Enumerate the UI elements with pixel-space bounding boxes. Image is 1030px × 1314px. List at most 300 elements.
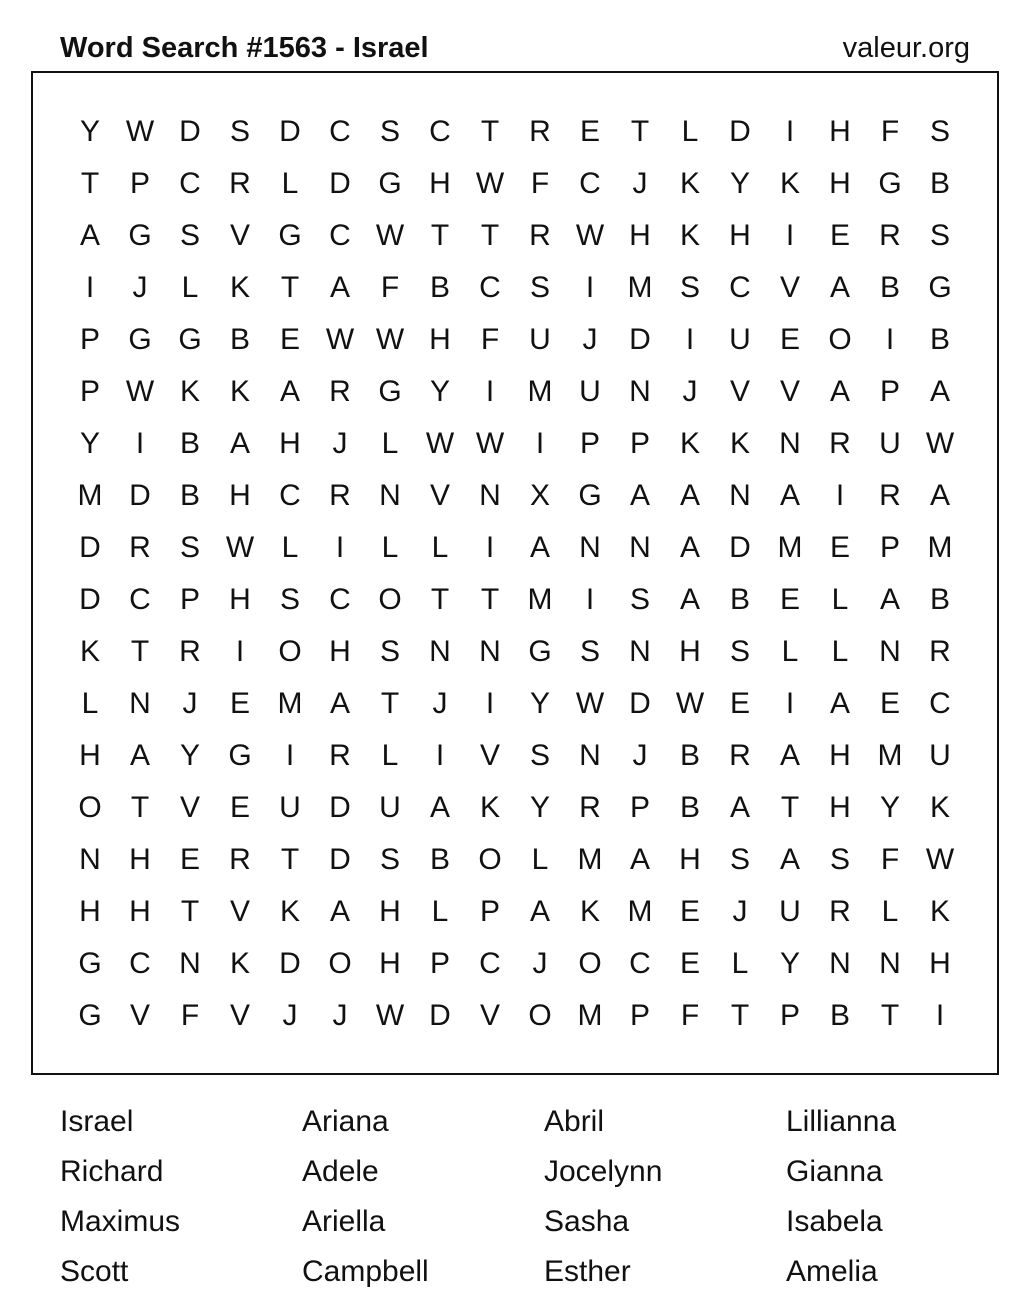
grid-letter: P [179, 583, 200, 616]
grid-letter: J [632, 739, 648, 772]
grid-letter: T [480, 583, 500, 616]
grid-letter: T [430, 583, 450, 616]
grid-letter: H [829, 791, 851, 824]
grid-letter: W [125, 375, 155, 408]
grid-letter: R [879, 219, 901, 252]
grid-letter: L [381, 531, 399, 564]
grid-letter: I [85, 271, 95, 304]
grid-letter: K [679, 219, 700, 252]
grid-letter: B [929, 583, 950, 616]
grid-letter: F [180, 999, 200, 1032]
grid-letter: T [180, 895, 200, 928]
grid-letter: W [375, 999, 405, 1032]
grid-letter: R [229, 167, 251, 200]
grid-letter: S [829, 843, 850, 876]
grid-letter: D [729, 531, 751, 564]
grid-letter: D [79, 583, 101, 616]
grid-letter: K [779, 167, 800, 200]
grid-letter: L [281, 531, 299, 564]
grid-letter: N [629, 531, 651, 564]
grid-letter: K [229, 271, 250, 304]
grid-letter: J [132, 271, 148, 304]
grid-letter: K [729, 427, 750, 460]
grid-letter: E [579, 115, 600, 148]
grid-letter: G [378, 375, 402, 408]
grid-letter: I [535, 427, 545, 460]
grid-letter: L [381, 427, 399, 460]
grid-letter: A [629, 479, 650, 512]
grid-letter: M [277, 687, 303, 720]
grid-letter: S [729, 843, 750, 876]
grid-letter: N [79, 843, 101, 876]
grid-letter: N [779, 427, 801, 460]
grid-letter: B [229, 323, 250, 356]
grid-letter: A [829, 271, 850, 304]
grid-letter: C [279, 479, 301, 512]
grid-letter: A [329, 271, 350, 304]
grid-letter: D [329, 791, 351, 824]
grid-letter: G [378, 167, 402, 200]
grid-letter: T [730, 999, 750, 1032]
grid-letter: J [532, 947, 548, 980]
letter-grid [65, 106, 965, 1042]
grid-letter: I [585, 583, 595, 616]
grid-letter: O [378, 583, 402, 616]
grid-letter: B [179, 427, 200, 460]
grid-letter: P [629, 427, 650, 460]
grid-letter: A [729, 791, 750, 824]
grid-letter: S [279, 583, 300, 616]
grid-letter: L [831, 583, 849, 616]
grid-letter: O [528, 999, 552, 1032]
grid-letter: K [229, 375, 250, 408]
grid-letter: J [332, 427, 348, 460]
grid-letter: N [579, 739, 601, 772]
word-list-item: Isabela [786, 1205, 883, 1238]
grid-letter: W [225, 531, 255, 564]
grid-letter: O [578, 947, 602, 980]
grid-letter: S [379, 635, 400, 668]
grid-letter: O [78, 791, 102, 824]
grid-letter: T [80, 167, 100, 200]
grid-letter: M [77, 479, 103, 512]
grid-letter: E [829, 531, 850, 564]
grid-letter: D [629, 687, 651, 720]
grid-letter: M [877, 739, 903, 772]
grid-letter: L [81, 687, 99, 720]
word-list-item: Scott [60, 1255, 129, 1288]
grid-letter: M [927, 531, 953, 564]
grid-letter: O [828, 323, 852, 356]
grid-letter: U [579, 375, 601, 408]
grid-letter: W [475, 427, 505, 460]
grid-letter: R [529, 115, 551, 148]
grid-letter: M [527, 375, 553, 408]
grid-letter: W [425, 427, 455, 460]
grid-letter: C [579, 167, 601, 200]
grid-letter: A [129, 739, 150, 772]
grid-letter: Y [429, 375, 450, 408]
grid-letter: D [129, 479, 151, 512]
grid-letter: I [235, 635, 245, 668]
grid-letter: G [78, 947, 102, 980]
grid-letter: T [630, 115, 650, 148]
grid-letter: J [682, 375, 698, 408]
word-list-item: Richard [60, 1155, 164, 1188]
grid-letter: S [929, 219, 950, 252]
word-list-item: Adele [302, 1155, 379, 1188]
grid-letter: W [925, 427, 955, 460]
grid-letter: N [879, 635, 901, 668]
grid-letter: G [78, 999, 102, 1032]
grid-letter: H [679, 843, 701, 876]
grid-letter: I [935, 999, 945, 1032]
grid-letter: L [281, 167, 299, 200]
grid-letter: M [777, 531, 803, 564]
grid-letter: T [380, 687, 400, 720]
grid-letter: A [929, 375, 950, 408]
grid-letter: N [579, 531, 601, 564]
grid-letter: F [380, 271, 400, 304]
word-list-item: Gianna [786, 1155, 883, 1188]
grid-letter: A [829, 687, 850, 720]
grid-letter: V [479, 999, 500, 1032]
grid-letter: C [929, 687, 951, 720]
word-list-item: Maximus [60, 1205, 181, 1238]
grid-letter: C [129, 583, 151, 616]
grid-letter: O [328, 947, 352, 980]
grid-letter: S [379, 115, 400, 148]
grid-letter: I [335, 531, 345, 564]
grid-letter: E [779, 583, 800, 616]
word-list-item: Ariella [302, 1205, 386, 1238]
grid-letter: T [430, 219, 450, 252]
grid-letter: M [627, 895, 653, 928]
grid-letter: R [929, 635, 951, 668]
grid-letter: K [79, 635, 100, 668]
grid-letter: Y [179, 739, 200, 772]
grid-letter: N [879, 947, 901, 980]
grid-letter: E [279, 323, 300, 356]
grid-letter: I [435, 739, 445, 772]
grid-letter: L [381, 739, 399, 772]
puzzle-title: Word Search #1563 - Israel [60, 32, 429, 64]
grid-letter: A [329, 895, 350, 928]
grid-letter: P [579, 427, 600, 460]
grid-letter: R [829, 895, 851, 928]
grid-letter: X [529, 479, 550, 512]
grid-letter: V [729, 375, 750, 408]
grid-letter: S [679, 271, 700, 304]
grid-letter: I [135, 427, 145, 460]
grid-letter: U [379, 791, 401, 824]
grid-letter: H [379, 947, 401, 980]
grid-letter: B [929, 323, 950, 356]
grid-letter: F [480, 323, 500, 356]
grid-letter: N [479, 635, 501, 668]
grid-letter: S [529, 271, 550, 304]
grid-letter: H [129, 895, 151, 928]
grid-letter: A [529, 531, 550, 564]
grid-letter: H [79, 739, 101, 772]
grid-letter: N [429, 635, 451, 668]
grid-letter: T [280, 843, 300, 876]
grid-letter: N [479, 479, 501, 512]
grid-letter: E [779, 323, 800, 356]
grid-letter: A [679, 531, 700, 564]
grid-letter: H [429, 323, 451, 356]
grid-letter: N [829, 947, 851, 980]
grid-letter: L [781, 635, 799, 668]
grid-letter: P [879, 375, 900, 408]
grid-letter: K [479, 791, 500, 824]
grid-letter: J [282, 999, 298, 1032]
grid-letter: H [229, 479, 251, 512]
grid-letter: P [779, 999, 800, 1032]
grid-letter: U [929, 739, 951, 772]
grid-letter: K [929, 791, 950, 824]
grid-letter: V [229, 895, 250, 928]
grid-letter: E [179, 843, 200, 876]
grid-letter: R [729, 739, 751, 772]
grid-letter: B [829, 999, 850, 1032]
word-list-item: Sasha [544, 1205, 630, 1238]
grid-letter: A [779, 739, 800, 772]
grid-letter: E [229, 791, 250, 824]
grid-letter: F [680, 999, 700, 1032]
grid-letter: R [329, 739, 351, 772]
grid-letter: K [179, 375, 200, 408]
grid-letter: K [579, 895, 600, 928]
grid-letter: J [732, 895, 748, 928]
grid-letter: K [679, 167, 700, 200]
grid-letter: H [829, 739, 851, 772]
grid-letter: H [929, 947, 951, 980]
grid-letter: W [925, 843, 955, 876]
grid-letter: B [429, 271, 450, 304]
grid-letter: S [529, 739, 550, 772]
grid-letter: P [79, 323, 100, 356]
grid-letter: F [880, 115, 900, 148]
grid-letter: R [879, 479, 901, 512]
grid-letter: I [885, 323, 895, 356]
grid-letter: E [679, 947, 700, 980]
grid-letter: Y [79, 115, 100, 148]
grid-letter: H [829, 167, 851, 200]
grid-letter: B [879, 271, 900, 304]
letter-grid-frame [31, 71, 999, 1075]
grid-letter: J [632, 167, 648, 200]
grid-letter: G [878, 167, 902, 200]
grid-letter: W [575, 687, 605, 720]
grid-letter: T [480, 219, 500, 252]
grid-letter: P [129, 167, 150, 200]
grid-letter: K [279, 895, 300, 928]
grid-letter: A [779, 479, 800, 512]
grid-letter: L [431, 895, 449, 928]
grid-letter: S [629, 583, 650, 616]
grid-letter: V [129, 999, 150, 1032]
grid-letter: R [329, 375, 351, 408]
grid-letter: T [130, 635, 150, 668]
grid-letter: S [179, 531, 200, 564]
grid-letter: D [329, 843, 351, 876]
grid-letter: G [278, 219, 302, 252]
grid-letter: U [529, 323, 551, 356]
grid-letter: A [279, 375, 300, 408]
grid-letter: T [780, 791, 800, 824]
grid-letter: C [629, 947, 651, 980]
grid-letter: S [929, 115, 950, 148]
grid-letter: Y [879, 791, 900, 824]
grid-letter: A [779, 843, 800, 876]
grid-letter: S [729, 635, 750, 668]
grid-letter: R [229, 843, 251, 876]
grid-letter: P [79, 375, 100, 408]
grid-letter: N [629, 375, 651, 408]
grid-letter: J [332, 999, 348, 1032]
grid-letter: C [729, 271, 751, 304]
word-list-item: Campbell [302, 1255, 429, 1288]
grid-letter: B [929, 167, 950, 200]
grid-letter: I [585, 271, 595, 304]
grid-letter: B [729, 583, 750, 616]
grid-letter: A [879, 583, 900, 616]
grid-letter: H [629, 219, 651, 252]
grid-letter: N [379, 479, 401, 512]
grid-letter: W [325, 323, 355, 356]
grid-letter: C [329, 583, 351, 616]
grid-letter: I [685, 323, 695, 356]
grid-letter: N [629, 635, 651, 668]
word-list-item: Israel [60, 1105, 134, 1138]
header [60, 28, 970, 68]
grid-letter: P [629, 999, 650, 1032]
grid-letter: B [179, 479, 200, 512]
grid-letter: H [679, 635, 701, 668]
grid-letter: R [829, 427, 851, 460]
word-list-item: Ariana [302, 1105, 389, 1138]
grid-letter: E [229, 687, 250, 720]
grid-letter: E [679, 895, 700, 928]
grid-letter: L [681, 115, 699, 148]
grid-letter: C [129, 947, 151, 980]
grid-letter: N [729, 479, 751, 512]
grid-letter: V [479, 739, 500, 772]
grid-letter: V [779, 375, 800, 408]
grid-letter: G [578, 479, 602, 512]
grid-letter: G [178, 323, 202, 356]
grid-letter: T [130, 791, 150, 824]
grid-letter: H [329, 635, 351, 668]
grid-letter: S [579, 635, 600, 668]
grid-letter: Y [529, 791, 550, 824]
grid-letter: M [577, 999, 603, 1032]
grid-letter: W [375, 323, 405, 356]
grid-letter: I [785, 219, 795, 252]
grid-letter: D [179, 115, 201, 148]
grid-letter: S [379, 843, 400, 876]
grid-letter: J [582, 323, 598, 356]
grid-letter: D [79, 531, 101, 564]
grid-letter: H [729, 219, 751, 252]
grid-letter: V [229, 219, 250, 252]
grid-letter: F [530, 167, 550, 200]
grid-letter: G [128, 323, 152, 356]
grid-letter: L [431, 531, 449, 564]
grid-letter: I [785, 115, 795, 148]
grid-letter: W [475, 167, 505, 200]
grid-letter: R [579, 791, 601, 824]
word-list [60, 1097, 1030, 1297]
grid-letter: N [179, 947, 201, 980]
grid-letter: L [881, 895, 899, 928]
grid-letter: M [627, 271, 653, 304]
grid-letter: S [179, 219, 200, 252]
grid-letter: E [879, 687, 900, 720]
grid-letter: L [731, 947, 749, 980]
grid-letter: H [429, 167, 451, 200]
grid-letter: P [479, 895, 500, 928]
grid-letter: T [280, 271, 300, 304]
grid-letter: A [329, 687, 350, 720]
grid-letter: E [729, 687, 750, 720]
grid-letter: Y [779, 947, 800, 980]
grid-letter: O [478, 843, 502, 876]
grid-letter: U [779, 895, 801, 928]
grid-letter: I [785, 687, 795, 720]
grid-letter: G [928, 271, 952, 304]
grid-letter: A [679, 583, 700, 616]
grid-letter: L [831, 635, 849, 668]
grid-letter: A [929, 479, 950, 512]
grid-letter: I [485, 375, 495, 408]
grid-letter: P [429, 947, 450, 980]
grid-letter: H [379, 895, 401, 928]
grid-letter: H [829, 115, 851, 148]
grid-letter: W [675, 687, 705, 720]
grid-letter: H [79, 895, 101, 928]
grid-letter: V [779, 271, 800, 304]
grid-letter: A [629, 843, 650, 876]
grid-letter: D [329, 167, 351, 200]
grid-letter: R [129, 531, 151, 564]
grid-letter: M [577, 843, 603, 876]
grid-letter: Y [79, 427, 100, 460]
grid-letter: D [729, 115, 751, 148]
site-name: valeur.org [842, 32, 970, 64]
grid-letter: B [679, 791, 700, 824]
grid-letter: H [229, 583, 251, 616]
grid-letter: M [527, 583, 553, 616]
grid-letter: E [829, 219, 850, 252]
grid-letter: C [479, 947, 501, 980]
grid-letter: D [629, 323, 651, 356]
grid-letter: C [479, 271, 501, 304]
grid-letter: A [529, 895, 550, 928]
grid-letter: P [879, 531, 900, 564]
grid-letter: C [179, 167, 201, 200]
grid-letter: H [279, 427, 301, 460]
grid-letter: A [679, 479, 700, 512]
word-list-item: Abril [544, 1105, 605, 1138]
grid-letter: R [179, 635, 201, 668]
grid-letter: B [679, 739, 700, 772]
grid-letter: W [375, 219, 405, 252]
grid-letter: G [228, 739, 252, 772]
grid-letter: L [531, 843, 549, 876]
grid-letter: J [432, 687, 448, 720]
